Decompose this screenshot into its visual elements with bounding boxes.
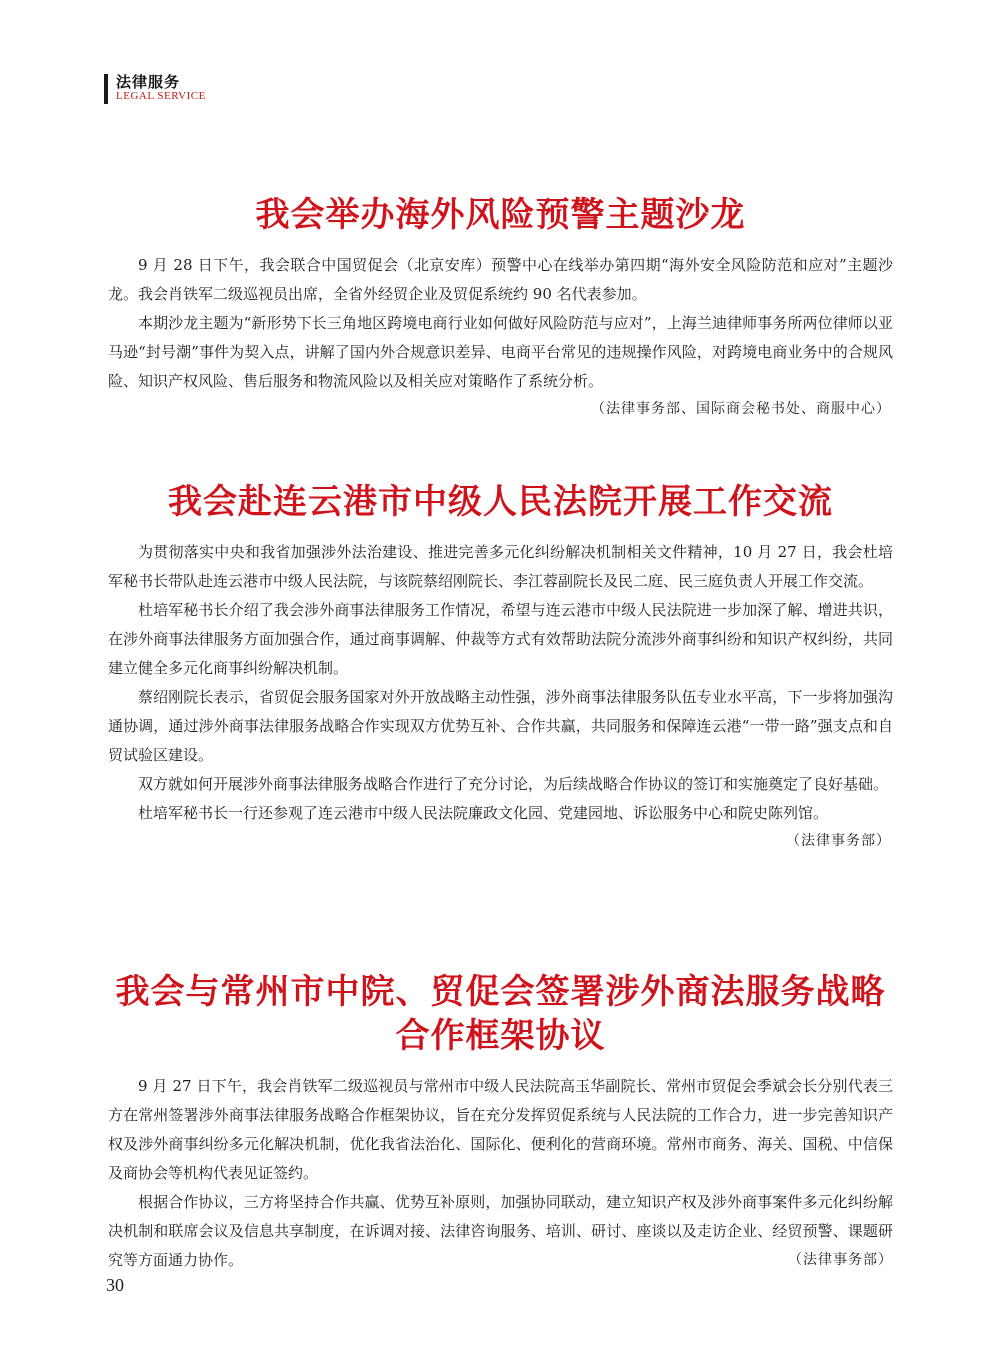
article-changzhou-cooperation-agreement: [108, 970, 893, 1275]
article-title: 我会赴连云港市中级人民法院开展工作交流: [168, 482, 833, 522]
section-title: 法律服务: [116, 73, 181, 91]
section-subtitle: LEGAL SERVICE: [116, 90, 206, 102]
article-paragraph: 为贯彻落实中央和我省加强涉外法治建设、推进完善多元化纠纷解决机制相关文件精神，10 月 27 日，我会杜培军秘书长带队赴连云港市中级人民法院，与该院蔡绍刚院长、李江蓉副院长及民二庭、民三庭负责人开展工作交流。: [108, 543, 893, 590]
article-title: 我会举办海外风险预警主题沙龙: [255, 195, 746, 235]
article-paragraph: 杜培军秘书长一行还参观了连云港市中级人民法院廉政文化园、党建园地、诉讼服务中心和院史陈列馆。: [138, 804, 829, 822]
article-title: 我会与常州市中院、贸促会签署涉外商法服务战略合作框架协议: [115, 972, 886, 1056]
article-overseas-risk-salon: [108, 193, 893, 422]
article-paragraph: 9 月 27 日下午，我会肖铁军二级巡视员与常州市中级人民法院高玉华副院长、常州市贸促会季斌会长分别代表三方在常州签署涉外商事法律服务战略合作框架协议，旨在充分发挥贸促系统与人民法院的工作合力，进一步完善知识产权及涉外商事纠纷多元化解决机制，优化我省法治化、国际化、便利化的营商环境。常州市商务、海关、国税、中信保及商协会等机构代表见证签约。: [108, 1077, 893, 1182]
section-header: [104, 74, 206, 104]
article-paragraph: 杜培军秘书长介绍了我会涉外商事法律服务工作情况，希望与连云港市中级人民法院进一步加深了解、增进共识，在涉外商事法律服务方面加强合作，通过商事调解、仲裁等方式有效帮助法院分流涉外商事纠纷和知识产权纠纷，共同建立健全多元化商事纠纷解决机制。: [108, 601, 893, 677]
article-paragraph: 本期沙龙主题为“新形势下长三角地区跨境电商行业如何做好风险防范与应对”，上海兰迪律师事务所两位律师以亚马逊“封号潮”事件为契入点，讲解了国内外合规意识差异、电商平台常见的违规操作风险，对跨境电商业务中的合规风险、知识产权风险、售后服务和物流风险以及相关应对策略作了系统分析。: [108, 314, 893, 390]
article-source: （法律事务部）: [786, 833, 891, 849]
article-lianyungang-court-exchange: [108, 480, 893, 854]
article-paragraph: [108, 1188, 893, 1275]
article-source: （法律事务部）: [788, 1252, 893, 1268]
article-paragraph-text: 根据合作协议，三方将坚持合作共赢、优势互补原则，加强协同联动，建立知识产权及涉外商事案件多元化纠纷解决机制和联席会议及信息共享制度，在诉调对接、法律咨询服务、培训、研讨、座谈以及走访企业、经贸预警、课题研究等方面通力协作。: [108, 1193, 893, 1269]
page-number: 30: [106, 1275, 124, 1295]
article-paragraph: 蔡绍刚院长表示，省贸促会服务国家对外开放战略主动性强，涉外商事法律服务队伍专业水平高，下一步将加强沟通协调，通过涉外商事法律服务战略合作实现双方优势互补、合作共赢，共同服务和保障连云港“一带一路”强支点和自贸试验区建设。: [108, 688, 893, 764]
article-paragraph: 双方就如何开展涉外商事法律服务战略合作进行了充分讨论，为后续战略合作协议的签订和实施奠定了良好基础。: [138, 775, 889, 793]
article-paragraph: 9 月 28 日下午，我会联合中国贸促会（北京安库）预警中心在线举办第四期“海外安全风险防范和应对”主题沙龙。我会肖铁军二级巡视员出席，全省外经贸企业及贸促系统约 90 名代表参加。: [108, 256, 893, 303]
article-source: （法律事务部、国际商会秘书处、商服中心）: [591, 401, 891, 417]
